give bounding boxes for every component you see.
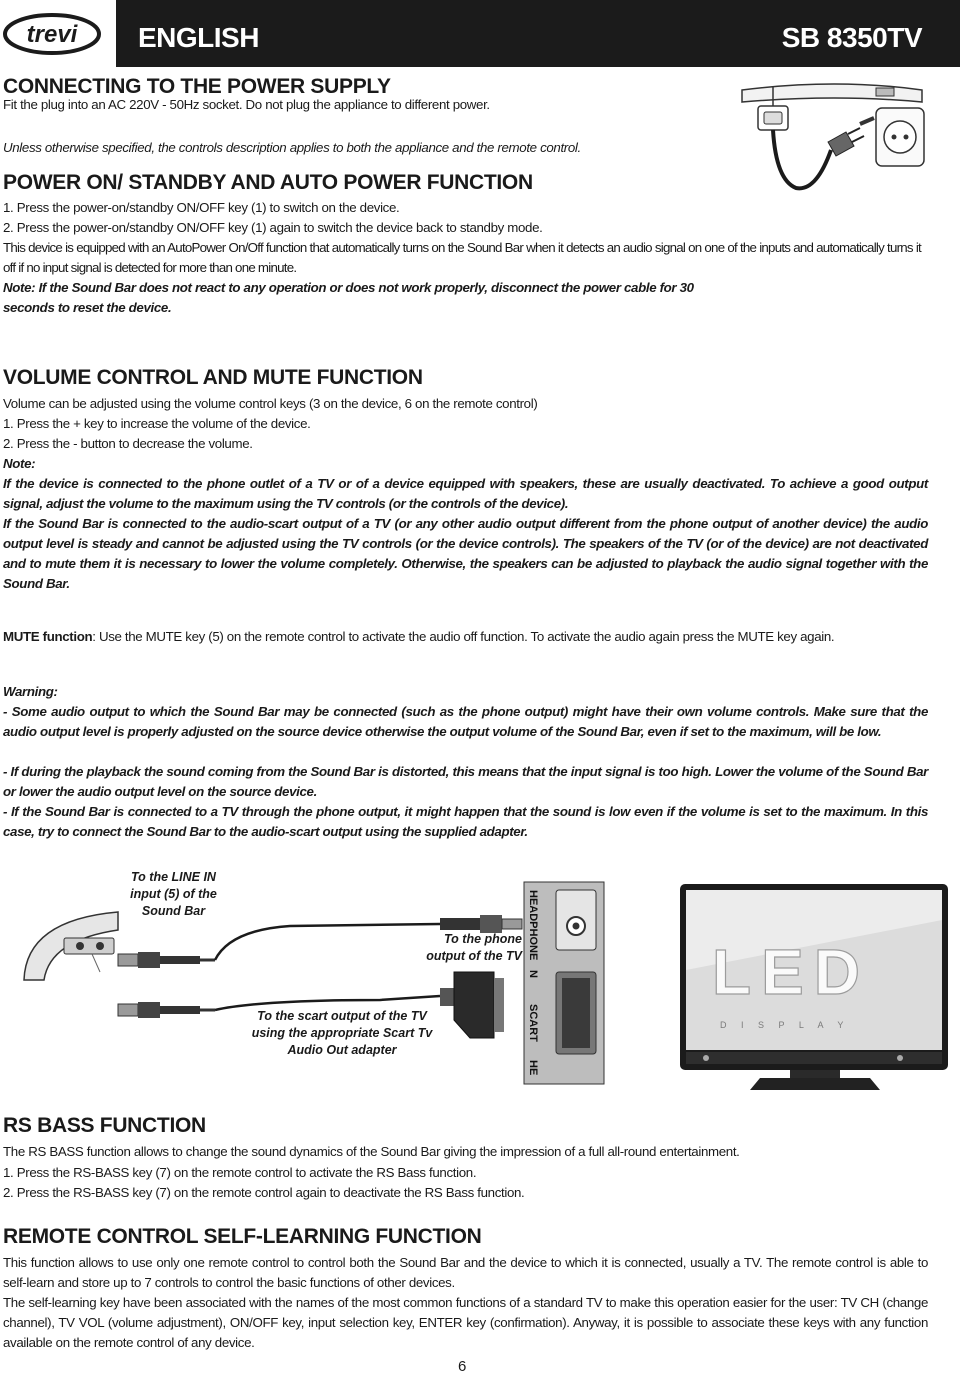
power-on-note: Note: If the Sound Bar does not react to any operation or does not work properly, disconnect the power cable for 30 seconds to reset the device.: [3, 280, 694, 315]
language-label: ENGLISH: [138, 22, 259, 53]
jack-line-in-1: [118, 952, 215, 968]
svg-text:trevi: trevi: [26, 21, 78, 48]
caption-scart-output: To the scart output of the TV using the appropriate Scart Tv Audio Out adapter: [251, 1009, 433, 1057]
controls-note: Unless otherwise specified, the controls description applies to both the appliance and the remote control.: [3, 140, 581, 155]
power-on-step-2: 2. Press the power-on/standby ON/OFF key (1) again to switch the device back to standby mode.: [3, 220, 543, 235]
page-number: 6: [458, 1358, 467, 1375]
warning-item-3: - If the Sound Bar is connected to a TV through the phone output, it might happen that the sound is low even if the volume is set to the maximum. In this case, try to connect the Sound Bar to the audio-scart output using the supplied adapter.: [3, 804, 928, 839]
auto-power-text: This device is equipped with an AutoPower On/Off function that automatically turns on the Sound Bar when it detects an audio signal on one of the inputs and automatically turns it off if no input signal is detected for more than one minute.: [3, 240, 921, 275]
section-title-power-on: POWER ON/ STANDBY AND AUTO POWER FUNCTION: [3, 171, 533, 194]
section-title-remote: REMOTE CONTROL SELF-LEARNING FUNCTION: [3, 1225, 482, 1248]
trevi-logo-icon: [2, 12, 102, 56]
caption-line-in: To the LINE IN input (5) of the Sound Bar: [130, 870, 217, 918]
model-label: SB 8350TV: [781, 22, 922, 53]
volume-step-2: 2. Press the - button to decrease the volume.: [3, 436, 253, 451]
rs-bass-step-2: 2. Press the RS-BASS key (7) on the remote control again to deactivate the RS Bass function.: [3, 1185, 525, 1200]
volume-step-1: 1. Press the + key to increase the volume of the device.: [3, 416, 311, 431]
rs-bass-step-1: 1. Press the RS-BASS key (7) on the remote control to activate the RS Bass function.: [3, 1165, 477, 1180]
cable-to-phone: [215, 924, 440, 960]
remote-paragraph-1: This function allows to use only one remote control to control both the Sound Bar and the device to which it is connected, usually a TV. The remote control is able to self-learn and store up to 7 controls to control the basic functions of other devices.: [3, 1255, 928, 1290]
panel-label-scart: SCART: [527, 1004, 539, 1042]
brand-logo: [0, 0, 116, 67]
header-bar: [116, 0, 960, 67]
volume-note-2: If the Sound Bar is connected to the audio-scart output of a TV (or any other audio output different from the phone output of another device) the audio output level is steady and cannot be adjusted using the TV controls (or the device controls). The speakers of the TV (or of the device) are not deactivated and to mute them it is necessary to lower the volume completely. Otherwise, the speakers can be adjusted to playback the audio signal together with the Sound Bar.: [3, 516, 928, 591]
panel-label-he: HE: [527, 1060, 539, 1076]
panel-label-h: N: [527, 970, 539, 978]
warning-label: Warning:: [3, 684, 58, 699]
warning-item-1: - Some audio output to which the Sound Bar may be connected (such as the phone output) might have their own volume controls. Make sure that the audio output level is properly adjusted on the source device otherwise the output volume of the Sound Bar, even if set to the maximum, will be low.: [3, 704, 928, 739]
jack-line-in-2: [118, 1002, 215, 1018]
caption-phone-output: To the phone output of the TV: [426, 932, 522, 963]
power-plug-illustration: [736, 80, 936, 200]
mute-function-label: MUTE function: [3, 629, 93, 644]
tv-led-logo: LED: [712, 936, 870, 1008]
warning-item-2: - If during the playback the sound coming from the Sound Bar is distorted, this means that the input signal is too high. Lower the volume of the Sound Bar or lower the audio output level on the source device.: [3, 764, 928, 799]
scart-adapter: [440, 972, 504, 1038]
power-on-step-1: 1. Press the power-on/standby ON/OFF key (1) to switch on the device.: [3, 200, 400, 215]
volume-intro: Volume can be adjusted using the volume control keys (3 on the device, 6 on the remote control): [3, 396, 538, 411]
rs-bass-text: The RS BASS function allows to change the sound dynamics of the Sound Bar giving the impression of a full all-round entertainment.: [3, 1144, 740, 1159]
mute-function-description: : Use the MUTE key (5) on the remote control to activate the audio off function. To activate the audio again press the MUTE key again.: [92, 629, 835, 644]
page-header: [0, 0, 960, 67]
sound-bar-corner: [24, 912, 118, 980]
volume-note-1: If the device is connected to the phone outlet of a TV or of a device equipped with speakers, these are usually deactivated. To achieve a good output signal, adjust the volume to the maximum using the TV controls (or the controls of the device).: [3, 476, 928, 511]
section-title-power-supply: CONNECTING TO THE POWER SUPPLY: [3, 75, 391, 98]
mute-function-text: [3, 627, 834, 647]
section-title-volume: VOLUME CONTROL AND MUTE FUNCTION: [3, 366, 423, 389]
section-title-rs-bass: RS BASS FUNCTION: [3, 1114, 206, 1137]
remote-paragraph-2: The self-learning key have been associated with the names of the most common functions of a standard TV to make this operation easier for the user: TV CH (change channel), TV VOL (volume adjustment), ON/OFF key, input selection key, ENTER key (confirmation). Anyway, it is possible to associate these keys with any function available on the remote control of any device.: [3, 1295, 928, 1350]
panel-label-headphone: HEADPHONE: [527, 890, 539, 961]
tv-display-text: D I S P L A Y: [720, 1020, 850, 1030]
volume-note-label: Note:: [3, 456, 36, 471]
power-supply-text: Fit the plug into an AC 220V - 50Hz socket. Do not plug the appliance to different power.: [3, 97, 490, 112]
